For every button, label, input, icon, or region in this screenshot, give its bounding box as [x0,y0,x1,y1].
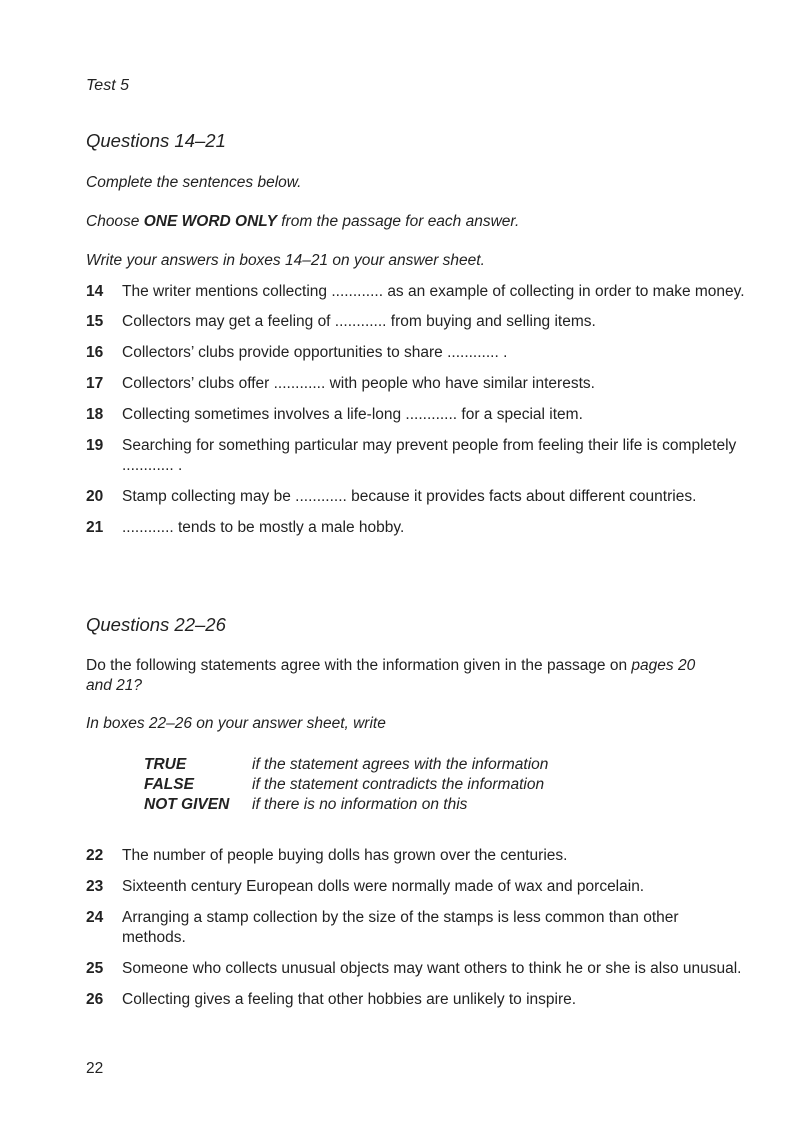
question-number: 16 [86,344,104,361]
question-number: 26 [86,991,104,1008]
section2-intro [86,656,706,696]
section2-instruction: In boxes 22–26 on your answer sheet, write [86,715,386,732]
question-text: Collectors’ clubs provide opportunities to share ............ . [122,344,508,361]
question-list-22-26 [86,846,746,1010]
instruction-choose-post: from the passage for each answer. [276,213,520,230]
instruction-choose-bold: ONE WORD ONLY [143,213,277,230]
section2-intro-text: Do the following statements agree with the information given in the passage on [86,657,632,674]
instruction-choose-pre: Choose [86,213,144,230]
question-text: The writer mentions collecting ............ as an example of collecting in order to make money. [122,283,745,300]
question-item [86,343,746,363]
question-item [86,877,746,897]
question-text: Stamp collecting may be ............ because it provides facts about different countries. [122,488,697,505]
section-title-22-26: Questions 22–26 [86,614,226,635]
question-item [86,518,746,538]
legend-row-false [144,775,548,795]
question-text: Collecting sometimes involves a life-long ............ for a special item. [122,406,583,423]
question-text: Collecting gives a feeling that other hobbies are unlikely to inspire. [122,991,577,1008]
question-text: Collectors may get a feeling of ............ from buying and selling items. [122,313,596,330]
section-title-14-21: Questions 14–21 [86,130,226,151]
question-text: The number of people buying dolls has grown over the centuries. [122,847,568,864]
question-item [86,405,746,425]
question-item [86,374,746,394]
question-number: 24 [86,909,104,926]
page-number: 22 [86,1060,104,1077]
legend-key: FALSE [144,776,194,793]
question-number: 19 [86,437,104,454]
question-item [86,959,746,979]
question-number: 15 [86,313,104,330]
instruction-choose [86,212,519,232]
question-number: 14 [86,283,104,300]
question-item [86,312,746,332]
question-item [86,908,746,948]
question-number: 22 [86,847,104,864]
legend-key: NOT GIVEN [144,796,230,813]
legend-value: if the statement agrees with the information [252,756,549,773]
question-text: Sixteenth century European dolls were normally made of wax and porcelain. [122,878,645,895]
legend-row-not-given [144,795,548,815]
question-text: Searching for something particular may prevent people from feeling their life is completely ............ . [122,437,737,474]
instruction-complete: Complete the sentences below. [86,174,302,191]
test-label: Test 5 [86,77,129,94]
question-item [86,282,746,302]
question-item [86,990,746,1010]
question-text: Collectors’ clubs offer ............ with people who have similar interests. [122,375,595,392]
question-item [86,846,746,866]
question-text: Arranging a stamp collection by the size of the stamps is less common than other methods. [122,909,679,946]
question-text: ............ tends to be mostly a male hobby. [122,519,405,536]
legend-value: if the statement contradicts the information [252,776,545,793]
question-number: 23 [86,878,104,895]
question-number: 18 [86,406,104,423]
question-list-14-21 [86,282,746,538]
legend-row-true [144,755,548,775]
section2-intro-pages: pages 20 and 21? [86,657,696,694]
question-number: 17 [86,375,104,392]
question-number: 21 [86,519,104,536]
instruction-write: Write your answers in boxes 14–21 on your answer sheet. [86,252,485,269]
question-number: 20 [86,488,104,505]
question-item [86,436,746,476]
legend-key: TRUE [144,756,187,773]
answer-legend [144,755,548,815]
question-number: 25 [86,960,104,977]
question-text: Someone who collects unusual objects may want others to think he or she is also unusual. [122,960,742,977]
question-item [86,487,746,507]
legend-value: if there is no information on this [252,796,468,813]
